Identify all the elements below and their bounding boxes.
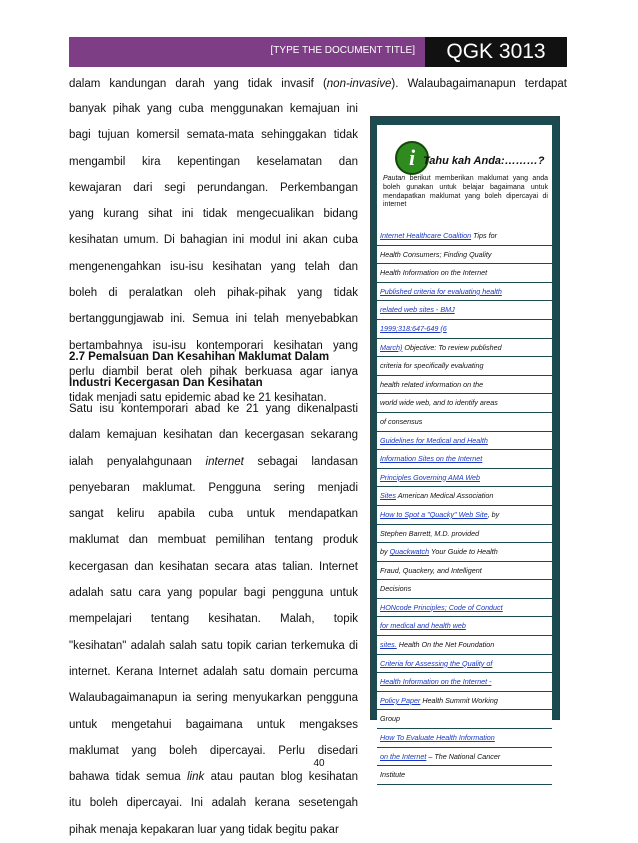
resource-text: Decisions (380, 584, 412, 594)
resource-link[interactable]: How to Spot a "Quacky" Web Site (380, 509, 488, 519)
resource-text: Fraud, Quackery, and Intelligent (380, 565, 482, 575)
resource-links-list (377, 227, 552, 785)
did-you-know-body: berikut memberikan maklumat yang anda boleh gunakan untuk belajar bagaimana untuk mendapatkan maklumat yang boleh dipercayai di internet (383, 175, 548, 209)
text-line: kewajaran dari segi perundangan. Perkembangan (69, 181, 358, 194)
resource-text: by (380, 547, 390, 557)
resource-link[interactable]: related web sites - BMJ (380, 305, 455, 315)
sidebar-box (370, 116, 560, 780)
text-line: yang kurang sihat ini tidak mengecualikan bidang (69, 208, 358, 221)
resource-line[interactable] (377, 339, 552, 358)
resource-line (377, 264, 552, 283)
text-line: Walaubagaimanapun ia sering menyukarkan pengguna (69, 692, 358, 705)
resource-link[interactable]: Published criteria for evaluating health (380, 286, 502, 296)
italic-term: internet (205, 455, 244, 468)
resource-link[interactable]: HONcode Principles; Code of Conduct (380, 602, 503, 612)
resource-text: health related information on the (380, 379, 484, 389)
resource-link[interactable]: Principles Governing AMA Web (380, 472, 480, 482)
did-you-know-lead: Pautan (383, 175, 406, 182)
text-line: mempelajari tentang kesihatan. Malah, topik (69, 613, 358, 626)
text-line: Satu isu kontemporari abad ke 21 yang dikenalpasti (69, 403, 358, 415)
page-header (69, 37, 567, 67)
course-code-box (425, 37, 567, 67)
page-number: 40 (313, 758, 325, 769)
resource-line[interactable] (377, 636, 552, 655)
resource-line[interactable] (377, 283, 552, 302)
course-code: QGK 3013 (446, 40, 546, 63)
text-line: kesihatan umum. Di bahagian ini modul ini akan cuba (69, 234, 358, 247)
text-line: Industri Kecergasan Dan Kesihatan (69, 377, 263, 390)
resource-text: Health Information on the Internet (380, 268, 488, 278)
resource-text: Health Consumers; Finding Quality (380, 249, 492, 259)
resource-text: Health Summit Working (420, 695, 498, 705)
quackwatch-link[interactable]: Quackwatch (389, 547, 430, 557)
resource-link[interactable]: for medical and health web (380, 621, 466, 631)
resource-line[interactable] (377, 673, 552, 692)
body-top-line: dalam kandungan darah yang tidak invasif (non-invasive). Walaubagaimanapun terdapat (69, 78, 567, 90)
resource-line[interactable] (377, 617, 552, 636)
text-line: "kesihatan" adalah salah satu topik carian terkemuka di (69, 639, 358, 652)
resource-link[interactable]: Health Information on the Internet - (380, 677, 492, 687)
text-line: bertambahnya isu-isu kontemporari kesihatan yang (69, 339, 358, 352)
resource-link[interactable]: Guidelines for Medical and Health (380, 435, 488, 445)
resource-line[interactable] (377, 320, 552, 339)
text-line: penyebaran maklumat. Pengguna sering menjadi (69, 481, 358, 494)
text-line: maklumat yang boleh dipercayai. Perlu disedari (69, 744, 358, 757)
header-title-band (69, 37, 425, 67)
resource-line[interactable] (377, 227, 552, 246)
text-line: itu boleh dipercayai. Ini adalah kerana sesetengah (69, 797, 358, 810)
resource-link[interactable]: March) (380, 342, 403, 352)
resource-line[interactable] (377, 450, 552, 469)
resource-link[interactable]: Internet Healthcare Coalition (380, 231, 472, 240)
resource-line (377, 766, 552, 785)
text-line: bahawa tidak semua link atau pautan blog kesihatan (69, 771, 358, 784)
resource-link[interactable]: 1999;318:647-649 (6 (380, 323, 447, 333)
resource-line[interactable] (377, 506, 552, 525)
text-line: kecergasan dan kesihatan secara atas talian. Internet (69, 560, 358, 573)
resource-line (377, 710, 552, 729)
italic-term: non-invasive (326, 78, 392, 90)
resource-line (377, 394, 552, 413)
resource-link[interactable]: Information Sites on the Internet (380, 454, 483, 464)
resource-line (377, 357, 552, 376)
resource-line (377, 543, 552, 562)
did-you-know-box (377, 125, 552, 223)
resource-text: Institute (380, 770, 406, 780)
resource-link[interactable]: Sites (380, 491, 396, 501)
text-line: bertanggungjawab ini. Semua ini telah menyebabkan (69, 313, 358, 326)
text-line: adalah satu cara yang popular bagi pengguna untuk (69, 587, 358, 600)
text-line: boleh di peralatkan oleh pihak-pihak yang tidak (69, 287, 358, 300)
resource-link[interactable]: on the Internet (380, 751, 427, 761)
resource-line (377, 246, 552, 265)
resource-text: Group (380, 714, 400, 724)
resource-text: Stephen Barrett, M.D. provided (380, 528, 480, 538)
resource-line[interactable] (377, 692, 552, 711)
did-you-know-title: Tahu kah Anda:………? (423, 155, 545, 167)
resource-line (377, 562, 552, 581)
text-line: dalam kemajuan kesihatan dan kecergasan sekarang (69, 429, 358, 442)
resource-line[interactable] (377, 469, 552, 488)
paragraph-section-2-7 (69, 396, 358, 843)
text-line: sangat keliru apabila cuba untuk mendapatkan (69, 508, 358, 521)
resource-line[interactable] (377, 487, 552, 506)
resource-line[interactable] (377, 729, 552, 748)
text-line: banyak pihak yang cuba menggunakan kemajuan ini (69, 103, 358, 115)
text-line: untuk mengetahui bagaimana untuk mengakses (69, 718, 358, 731)
text-line: mengenengahkan isu-isu kesihatan yang telah dan (69, 260, 358, 273)
resource-link[interactable]: Criteria for Assessing the Quality of (380, 658, 493, 668)
text-line: 2.7 Pemalsuan Dan Kesahihan Maklumat Dalam (69, 351, 330, 363)
resource-text: of consensus (380, 416, 423, 426)
text-line: ialah penyalahgunaan internet sebagai landasan (69, 455, 358, 468)
text-line: pihak menaja kepakaran luar yang tidak begitu pakar (69, 823, 339, 836)
resource-text: , by (487, 509, 500, 519)
resource-text: Your Guide to Health (429, 547, 498, 557)
resource-text: criteria for specifically evaluating (380, 361, 484, 371)
resource-line (377, 580, 552, 599)
resource-text: – The National Cancer (426, 751, 501, 761)
resource-link[interactable]: How To Evaluate Health Information (380, 733, 495, 743)
resource-line[interactable] (377, 301, 552, 320)
text-line: maklumat dan membuat pemilihan tentang produk (69, 534, 358, 547)
resource-text: world wide web, and to identify areas (380, 398, 498, 408)
resource-text: American Medical Association (395, 491, 494, 501)
resource-link[interactable]: Policy Paper (380, 695, 421, 705)
sidebar-inner-panel (377, 125, 552, 780)
resource-line (377, 525, 552, 544)
resource-line[interactable] (377, 599, 552, 618)
resource-text: Health On the Net Foundation (396, 640, 495, 650)
resource-line[interactable] (377, 432, 552, 451)
section-heading (69, 344, 358, 397)
info-icon: i (395, 141, 429, 175)
resource-line[interactable] (377, 655, 552, 674)
resource-text: Objective: To review published (402, 342, 502, 352)
text-line: bagi tujuan komersil semata-mata sehinggakan tidak (69, 129, 358, 142)
resource-text: Tips for (471, 231, 497, 240)
italic-term: link (187, 771, 205, 784)
text-line: mengambil kira kepentingan keselamatan dan (69, 155, 358, 168)
resource-link[interactable]: sites. (380, 640, 397, 650)
document-title: [TYPE THE DOCUMENT TITLE] (270, 45, 415, 56)
text-line: internet. Kerana Internet adalah satu domain percuma (69, 665, 358, 678)
resource-line (377, 413, 552, 432)
text-line: tidak menjadi satu epidemic abad ke 21 kesihatan. (69, 392, 327, 405)
text-line: perlu diambil berat oleh pihak berkuasa agar ianya (69, 365, 358, 378)
resource-line (377, 376, 552, 395)
did-you-know-text (383, 175, 548, 210)
